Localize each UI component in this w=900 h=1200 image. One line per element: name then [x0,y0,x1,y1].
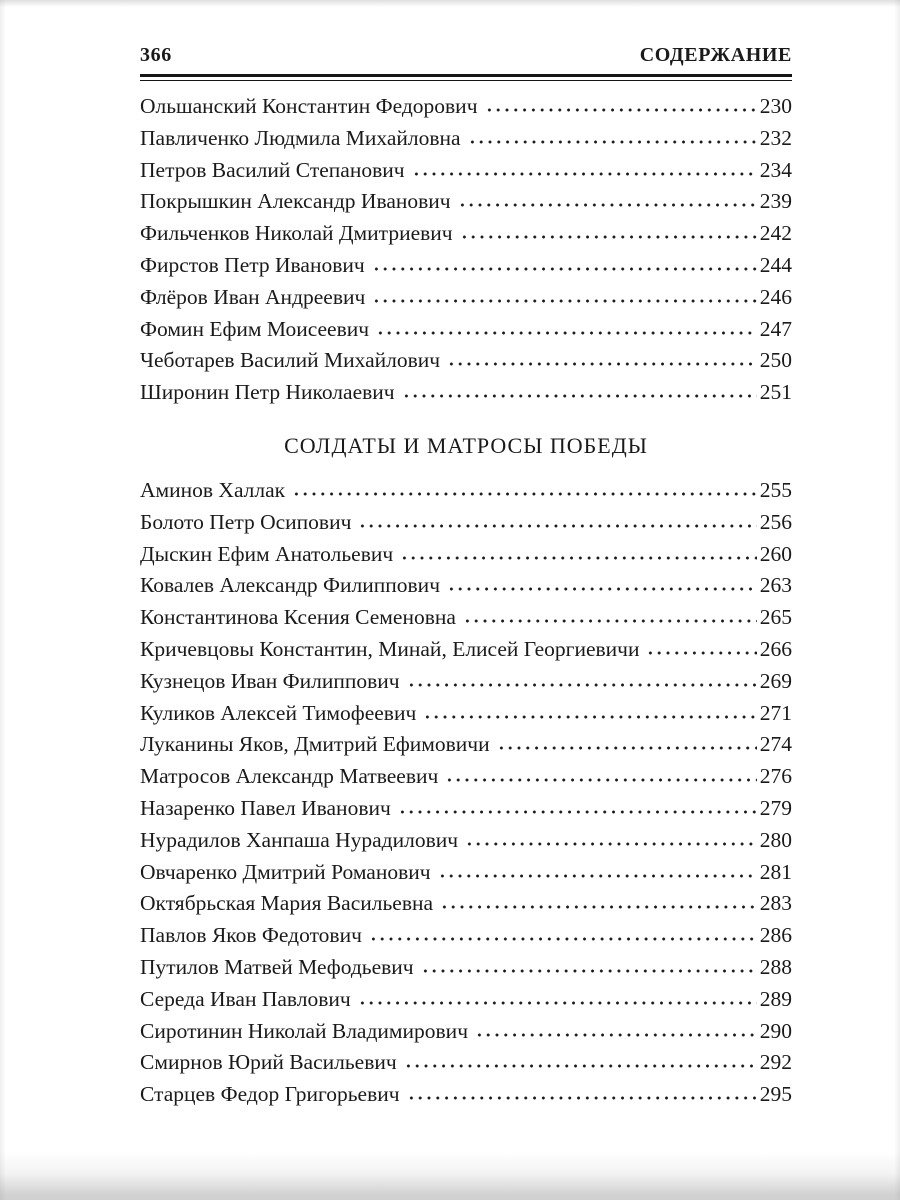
entry-name: Павличенко Людмила Михайловна [140,125,461,150]
dot-leader [438,863,757,879]
dot-leader [447,576,757,592]
dot-leader [468,129,757,145]
dot-leader [369,926,757,942]
dot-leader [475,1022,757,1038]
entry-page-number: 232 [759,125,792,150]
entry-name: Путилов Матвей Мефодьевич [140,954,414,979]
entry-name: Октябрьская Мария Васильевна [140,891,434,916]
entry-name: Фильченков Николай Дмитриевич [140,221,453,246]
dot-leader [445,767,756,783]
section-heading: СОЛДАТЫ И МАТРОСЫ ПОБЕДЫ [284,432,648,458]
running-title: СОДЕРЖАНИЕ [639,44,792,66]
dot-leader [407,1085,757,1101]
toc-entry [140,510,792,542]
dot-leader [412,161,757,177]
entry-page-number: 260 [759,541,792,566]
entry-name: Чеботарев Василий Михайлович [140,348,441,373]
toc-entry [140,1050,792,1082]
dot-leader [421,958,757,974]
entry-page-number: 266 [759,636,792,661]
toc-entry [140,1082,792,1114]
toc-entry [140,605,792,637]
entry-page-number: 234 [759,157,792,182]
entry-name: Кузнецов Иван Филиппович [140,668,400,693]
photo-right-edge [894,0,900,1200]
page-number: 366 [140,44,172,66]
entry-name: Широнин Петр Николаевич [140,380,395,405]
dot-leader [372,288,756,304]
entry-name: Фомин Ефим Моисеевич [140,316,370,341]
toc-entry [140,796,792,828]
toc-entry [140,380,792,412]
entry-page-number: 251 [759,380,792,405]
entry-name: Матросов Александр Матвеевич [140,764,439,789]
toc-entry [140,955,792,987]
toc-entry [140,573,792,605]
page-bottom-shadow [0,1152,900,1200]
dot-leader [463,608,757,624]
entry-name: Флёров Иван Андреевич [140,284,366,309]
photo-top-edge [0,0,900,7]
table-of-contents [140,94,792,1114]
entry-page-number: 265 [759,605,792,630]
toc-entry [140,126,792,158]
entry-name: Дыскин Ефим Анатольевич [140,541,394,566]
dot-leader [402,383,757,399]
toc-entry [140,987,792,1019]
entry-name: Овчаренко Дмитрий Романович [140,859,431,884]
toc-entry [140,891,792,923]
toc-entry [140,189,792,221]
toc-entry [140,478,792,510]
entry-name: Константинова Ксения Семеновна [140,605,456,630]
entry-page-number: 269 [759,668,792,693]
dot-leader [440,894,757,910]
toc-entry [140,158,792,190]
photo-left-edge [0,0,6,1200]
entry-name: Аминов Халлак [140,477,286,502]
entry-name: Павлов Яков Федотович [140,923,362,948]
entry-page-number: 274 [759,732,792,757]
toc-entry [140,317,792,349]
dot-leader [407,672,757,688]
dot-leader [646,640,756,656]
entry-page-number: 280 [759,827,792,852]
entry-name: Ольшанский Константин Федорович [140,94,478,118]
entry-page-number: 255 [759,477,792,502]
entry-page-number: 242 [759,221,792,246]
entry-name: Кричевцовы Константин, Минай, Елисей Георгиевичи [140,636,640,661]
entry-page-number: 239 [759,189,792,214]
entry-page-number: 271 [759,700,792,725]
dot-leader [465,831,757,847]
entry-name: Назаренко Павел Иванович [140,795,391,820]
dot-leader [398,799,757,815]
toc-entry [140,923,792,955]
dot-leader [292,481,757,497]
entry-page-number: 276 [759,764,792,789]
entry-name: Фирстов Петр Иванович [140,252,365,277]
toc-entry [140,828,792,860]
entry-page-number: 281 [759,859,792,884]
entry-name: Ковалев Александр Филиппович [140,573,441,598]
entry-name: Старцев Федор Григорьевич [140,1082,400,1107]
toc-entry [140,1019,792,1051]
dot-leader [404,1053,757,1069]
header-rule [140,74,792,81]
entry-page-number: 295 [759,1082,792,1107]
entry-page-number: 247 [759,316,792,341]
dot-leader [372,256,757,272]
dot-leader [376,320,757,336]
entry-name: Середа Иван Павлович [140,986,351,1011]
entry-page-number: 250 [759,348,792,373]
entry-name: Болото Петр Осипович [140,509,352,534]
entry-page-number: 289 [759,986,792,1011]
dot-leader [485,97,757,113]
toc-entry [140,285,792,317]
dot-leader [458,192,757,208]
dot-leader [358,513,756,529]
entry-page-number: 292 [759,1050,792,1075]
dot-leader [497,735,757,751]
toc-entry [140,701,792,733]
entry-page-number: 246 [759,284,792,309]
toc-entry [140,253,792,285]
entry-name: Сиротинин Николай Владимирович [140,1018,469,1043]
dot-leader [447,351,757,367]
entry-page-number: 279 [759,795,792,820]
entry-name: Петров Василий Степанович [140,157,405,182]
entry-page-number: 230 [759,94,792,118]
toc-entry [140,221,792,253]
entry-name: Смирнов Юрий Васильевич [140,1050,397,1075]
entry-page-number: 244 [759,252,792,277]
entry-name: Куликов Алексей Тимофеевич [140,700,417,725]
entry-page-number: 283 [759,891,792,916]
entry-page-number: 263 [759,573,792,598]
dot-leader [460,224,757,240]
dot-leader [423,704,756,720]
toc-entry [140,637,792,669]
entry-name: Нурадилов Ханпаша Нурадилович [140,827,459,852]
dot-leader [400,545,757,561]
entry-page-number: 286 [759,923,792,948]
toc-entry [140,860,792,892]
toc-entry [140,732,792,764]
toc-entry [140,348,792,380]
running-header [140,44,792,74]
toc-entry [140,94,792,126]
book-page [140,44,792,1114]
toc-entry [140,764,792,796]
entry-page-number: 290 [759,1018,792,1043]
entry-name: Луканины Яков, Дмитрий Ефимовичи [140,732,490,757]
entry-name: Покрышкин Александр Иванович [140,189,451,214]
toc-entry [140,669,792,701]
entry-page-number: 256 [759,509,792,534]
toc-entry [140,542,792,574]
entry-page-number: 288 [759,954,792,979]
dot-leader [358,990,757,1006]
